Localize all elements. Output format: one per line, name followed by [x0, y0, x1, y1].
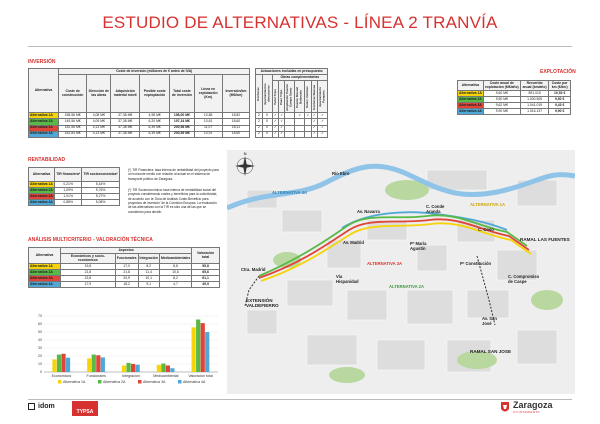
inv-action-cell: ✓: [312, 119, 316, 124]
act-col-6: Soterr. Delicias: [305, 85, 310, 108]
label-ctra-madrid: Ctra. Madrid: [241, 267, 266, 272]
inv-action-cell: ✓: [273, 112, 277, 117]
label-maria-agustin: Pº María Agustín: [410, 241, 427, 251]
exp-value-cell: 891.015: [520, 91, 548, 97]
chart-bar: [192, 327, 196, 372]
inv-action-cell: ✓: [280, 125, 284, 130]
label-alt-3a: ALTERNATIVA 3A: [367, 261, 402, 266]
label-valdefierro: EXTENSIÓN VALDEFIERRO: [246, 298, 279, 308]
inv-action-cell: 0: [262, 119, 272, 125]
mc-alt-cell: Alternativa 1A: [29, 264, 61, 270]
mc-value-cell: 61,1: [192, 276, 220, 282]
inv-value-cell: 6,20 M€: [140, 119, 170, 125]
act-col-1: Aparcamientos disuasorios: [262, 82, 271, 105]
chart-xtick-label: Funcionales: [86, 374, 106, 378]
inv-alt-cell: Alternativa 3A: [29, 125, 59, 131]
svg-text:N: N: [243, 151, 247, 156]
exp-value-cell: 1.041.019: [520, 103, 548, 109]
inv-action-cell: ✓: [312, 131, 316, 136]
exp-value-cell: 9,60 M€: [483, 91, 520, 97]
inv-value-cell: 18,11: [222, 125, 250, 131]
inv-action-cell: ✓: [318, 131, 328, 137]
inv-col-material: Adquisición material móvil: [111, 75, 140, 113]
exp-value-cell: 1.000.505: [520, 97, 548, 103]
inv-value-cell: 4,09 M€: [87, 119, 111, 125]
page-title: ESTUDIO DE ALTERNATIVAS - LÍNEA 2 TRANVÍA: [102, 13, 498, 32]
mc-value-cell: 21,8: [61, 270, 116, 276]
mc-value-cell: 10,1: [138, 276, 159, 282]
chart-bar: [157, 365, 161, 372]
label-conde-aranda: C. Conde Aranda: [426, 204, 445, 214]
rentabilidad-table: [28, 167, 120, 206]
chart-legend-label: Alternativa 3A: [143, 380, 166, 385]
label-c-coso: C. Coso: [478, 227, 494, 232]
inv-action-cell: 0: [262, 125, 272, 131]
inv-value-cell: 37,38 M€: [111, 119, 140, 125]
chart-legend-label: Alternativa 1A: [63, 380, 86, 385]
chart-bar: [87, 358, 91, 372]
exp-alt-cell: Alternativa 3A: [459, 102, 482, 107]
inv-action-cell: 2: [256, 113, 262, 119]
inversion-table: [28, 68, 328, 138]
act-col-8: Aparcamiento Parquinc: [318, 86, 326, 107]
inv-value-cell: 6,39 M€: [140, 131, 170, 137]
chart-bar: [126, 363, 130, 372]
inv-action-cell: 0: [262, 131, 272, 137]
zaragoza-lion-icon: [500, 401, 510, 414]
inv-action-cell: 2: [256, 131, 262, 137]
title-divider: [28, 46, 572, 47]
mc-aspects-group: Aspectos: [61, 248, 192, 254]
typsa-logo: TYPSA: [72, 401, 98, 416]
ren-alt-cell: Alternativa 2A: [30, 187, 53, 192]
label-rio-ebro: Río Ebro: [332, 171, 350, 176]
inv-value-cell: 10,91: [194, 131, 222, 137]
inv-action-cell: 2: [256, 125, 262, 131]
exp-alt-cell: Alternativa 4A: [459, 108, 482, 113]
exp-col-recorrido: Recorrido anual (km/año): [520, 81, 548, 91]
label-compromiso-caspe: C. Compromiso de Caspe: [508, 274, 540, 284]
multicriterio-heading: ANÁLISIS MULTICRITERIO - VALORACIÓN TÉCNICA: [28, 237, 153, 243]
ren-value-cell: 1,01%: [55, 194, 82, 200]
exp-value-cell: 9,90 M€: [483, 109, 520, 115]
inv-col-total: Total coste de inversión: [170, 75, 194, 113]
inv-action-cell: ✓: [318, 125, 328, 131]
exp-col-alt: Alternativa: [458, 81, 484, 91]
act-col-5: Puente Manuel Balanzate: [295, 86, 303, 108]
exp-row: [458, 109, 571, 115]
inv-value-cell: 37,38 M€: [111, 131, 140, 137]
idom-logo: idom: [28, 403, 55, 410]
exp-value-cell: 9,90 €: [549, 109, 571, 115]
inv-action-cell: ✓: [312, 125, 316, 130]
exp-col-coste: Coste anual de explotación (M€/año): [484, 80, 519, 89]
inv-alt-cell: Alternativa 2A: [29, 119, 59, 125]
mc-value-cell: 22,8: [61, 276, 116, 282]
mc-value-cell: 20,9: [115, 276, 138, 282]
label-constitucion: Pº Constitución: [460, 261, 492, 266]
ren-row: [29, 200, 120, 206]
inv-value-cell: 4,13 M€: [87, 125, 111, 131]
multicriterio-table: [28, 247, 220, 288]
inv-action-cell: [285, 131, 295, 137]
mc-alt-cell: Alternativa 4A: [29, 282, 61, 288]
exp-value-cell: 10,53 €: [549, 91, 571, 97]
inv-action-cell: ✓: [280, 119, 284, 124]
chart-legend-swatch: [138, 380, 142, 384]
chart-bar: [122, 365, 126, 372]
mc-value-cell: 8,8: [159, 264, 191, 270]
inv-value-cell: 198,00 M€: [170, 113, 194, 119]
explotacion-table: [457, 80, 571, 115]
inv-value-cell: 152,84 M€: [59, 131, 87, 137]
inv-obras-group: Obras complementarias: [272, 75, 327, 81]
chart-ytick-label: 70: [38, 314, 42, 319]
inv-action-cell: ✓: [273, 125, 277, 130]
inv-value-cell: 158,56 M€: [59, 113, 87, 119]
ren-col-tirs: TIR socioeconómica*: [82, 168, 120, 182]
chart-bar: [101, 357, 105, 372]
inv-value-cell: 200,55 M€: [170, 131, 194, 137]
exp-col-km: Coste por km (€/km): [549, 81, 571, 91]
chart-bar: [161, 364, 165, 372]
chart-ytick-label: 20: [38, 354, 42, 359]
inv-action-cell: ✓: [280, 131, 284, 136]
inv-value-cell: 200,58 M€: [170, 125, 194, 131]
chart-ytick-label: 60: [38, 322, 42, 327]
inv-col-invkm: Inversión/km (M€/km): [222, 75, 250, 113]
chart-bar: [57, 355, 61, 372]
mc-alt-cell: Alternativa 2A: [29, 270, 61, 276]
inv-alt-cell: Alternativa 4A: [29, 131, 59, 137]
inv-col-construccion: Coste de construcción: [59, 75, 87, 113]
inv-action-cell: ✓: [318, 119, 328, 125]
chart-legend-label: Alternativa 4A: [183, 380, 206, 385]
inv-col-direccion: Dirección de las obras: [87, 75, 111, 113]
rentabilidad-note-2: (*) TIR Socioeconómica: tasa interna de rentabilidad social del proyecto considerando costes y beneficios para la colectividad, de acuerdo con la 'Guía de Análisis Coste-Beneficio para proyectos de inversión' de la Comisión Europea. La evaluación de las alternativas con la TIR es sólo una de las que se consideran para decidir.: [128, 188, 218, 214]
inv-value-cell: 18,60: [222, 131, 250, 137]
inversion-heading: INVERSIÓN: [28, 59, 56, 65]
explotacion-heading: EXPLOTACIÓN: [540, 69, 576, 75]
inv-value-cell: 18,60: [222, 119, 250, 125]
inv-value-cell: 4,08 M€: [87, 113, 111, 119]
inv-action-cell: ✓: [273, 131, 277, 136]
mc-value-cell: 11,4: [138, 270, 159, 276]
chart-xtick-label: Medioambiental: [153, 374, 179, 378]
label-alt-1a: ALTERNATIVA 1A: [470, 202, 505, 207]
inv-col-km: Línea en explotación (Km): [194, 75, 222, 113]
chart-ytick-label: 10: [38, 362, 42, 367]
idom-mark-icon: [28, 403, 35, 410]
mc-value-cell: 8,2: [138, 264, 159, 270]
inv-action-cell: ✓: [318, 113, 328, 119]
route-map: [227, 150, 575, 394]
inv-value-cell: 6,39 M€: [140, 125, 170, 131]
chart-legend-swatch: [178, 380, 182, 384]
label-av-madrid: Av. Madrid: [343, 240, 364, 245]
ren-alt-cell: Alternativa 3A: [30, 193, 53, 198]
chart-bar: [52, 359, 56, 372]
label-via-hispanidad: Vía Hispanidad: [336, 274, 359, 284]
exp-value-cell: 9,43 €: [549, 103, 571, 109]
inv-action-cell: ✓: [295, 113, 305, 119]
mc-value-cell: 9,1: [138, 282, 159, 288]
mc-col-alt: Alternativa: [29, 248, 61, 264]
chart-bar: [166, 365, 170, 372]
ren-value-cell: 0,88%: [55, 200, 82, 206]
mc-value-cell: 65,6: [192, 270, 220, 276]
chart-legend-swatch: [98, 380, 102, 384]
inv-value-cell: 10,86: [194, 113, 222, 119]
inv-action-cell: ✓: [280, 112, 284, 117]
chart-bar: [61, 354, 65, 372]
rentabilidad-heading: RENTABILIDAD: [28, 157, 66, 163]
inv-value-cell: 152,55 M€: [59, 125, 87, 131]
chart-bar: [170, 368, 174, 372]
mc-value-cell: 18,2: [115, 282, 138, 288]
mc-col-eco: Económicos y socio-económicos: [61, 254, 116, 264]
inv-action-cell: [295, 131, 305, 137]
inv-value-cell: 11,07: [194, 125, 222, 131]
inv-action-cell: 0: [262, 113, 272, 119]
label-av-navarra: Av. Navarra: [357, 209, 380, 214]
label-alt-2a: ALTERNATIVA 2A: [389, 284, 424, 289]
chart-bar: [196, 320, 200, 372]
label-alt-4a: ALTERNATIVA 4A: [272, 190, 307, 195]
ren-value-cell: 5,08%: [82, 200, 120, 206]
label-ramal-san-jose: RAMAL SAN JOSE: [470, 349, 512, 354]
inv-value-cell: 37,38 M€: [111, 113, 140, 119]
act-col-3: Paso Tripo: [279, 89, 283, 105]
chart-bar: [131, 364, 135, 372]
inv-value-cell: 37,38 M€: [111, 125, 140, 131]
chart-xtick-label: Integración: [122, 374, 140, 378]
mc-row: [29, 282, 220, 288]
exp-value-cell: 1.016.137: [520, 109, 548, 115]
exp-value-cell: 9,62 M€: [483, 103, 520, 109]
act-col-2: Tunel Tripo: [272, 88, 277, 105]
inv-actions-group: Actuaciones incluidas en presupuesto: [256, 69, 328, 75]
exp-value-cell: 9,50 M€: [483, 97, 520, 103]
ren-col-alt: Alternativa: [29, 168, 55, 182]
mc-col-total: Valoración total: [192, 248, 220, 264]
chart-bar: [92, 355, 96, 372]
inv-action-cell: ✓: [273, 119, 277, 124]
chart-xtick-label: Económicos: [51, 374, 72, 378]
ren-alt-cell: Alternativa 4A: [30, 199, 53, 204]
chart-bar: [96, 355, 100, 372]
mc-value-cell: 55,8: [192, 264, 220, 270]
inv-action-cell: ✓: [312, 112, 316, 117]
ren-value-cell: 5,44%: [82, 182, 120, 188]
exp-alt-cell: Alternativa 1A: [459, 90, 482, 95]
chart-legend-swatch: [58, 380, 62, 384]
chart-ytick-label: 40: [38, 338, 42, 343]
ren-value-cell: 1,09%: [55, 188, 82, 194]
rentabilidad-note-1: (*) TIR Financiera: tasa interna de rentabilidad del proyecto para un horizonte medio con relación al actual en el sistema de transporte público de Zaragoza.: [128, 168, 219, 181]
ren-value-cell: 5,76%: [82, 188, 120, 194]
exp-value-cell: 9,50 €: [549, 97, 571, 103]
multicriterio-chart: [28, 312, 224, 394]
act-col-0: Cocheras: [256, 86, 261, 101]
inv-value-cell: 197,34 M€: [170, 119, 194, 125]
inv-action-cell: ✓: [306, 112, 310, 117]
mc-value-cell: 8,2: [159, 276, 191, 282]
inv-action-cell: 2: [256, 119, 262, 125]
exp-alt-cell: Alternativa 2A: [459, 96, 482, 101]
mc-value-cell: 10,6: [159, 270, 191, 276]
mc-value-cell: 17,0: [115, 264, 138, 270]
inv-col-alt: Alternativa: [29, 69, 59, 113]
mc-value-cell: 4,7: [159, 282, 191, 288]
chart-legend-label: Alternativa 2A: [103, 380, 126, 385]
mc-col-med: Medioambientales: [159, 254, 191, 264]
inv-value-cell: 4,98 M€: [140, 113, 170, 119]
chart-bar: [205, 332, 209, 372]
ren-value-cell: 5,27%: [82, 194, 120, 200]
mc-value-cell: 17,9: [61, 282, 116, 288]
mc-col-fun: Funcionales: [115, 254, 138, 264]
mc-value-cell: 21,8: [115, 270, 138, 276]
chart-ytick-label: 50: [38, 330, 42, 335]
inv-value-cell: 4,13 M€: [87, 131, 111, 137]
label-av-san-jose: Av. San José: [482, 316, 497, 326]
inv-value-cell: 18,82: [222, 113, 250, 119]
inv-value-cell: 10,61: [194, 119, 222, 125]
chart-bar: [66, 358, 70, 372]
chart-bar: [201, 323, 205, 372]
chart-ytick-label: 0: [40, 370, 42, 375]
ren-alt-cell: Alternativa 1A: [30, 181, 53, 186]
ren-value-cell: 0,21%: [55, 182, 82, 188]
mc-value-cell: 15,8: [61, 264, 116, 270]
zaragoza-logo: Zaragoza AYUNTAMIENTO: [500, 401, 553, 414]
chart-ytick-label: 30: [38, 346, 42, 351]
inv-alt-cell: Alternativa 1A: [29, 113, 59, 119]
chart-bar: [136, 365, 140, 372]
inv-value-cell: 149,56 M€: [59, 119, 87, 125]
act-col-4: Ampliación Puente Campo Santo: [285, 83, 293, 111]
inv-cost-group: Coste de inversión (millones de € antes de IVA): [59, 69, 250, 75]
inv-col-expropiacion: Posible coste expropiación: [140, 75, 170, 113]
footer-divider: [28, 399, 572, 400]
mc-value-cell: 49,9: [192, 282, 220, 288]
inv-row: [29, 131, 328, 137]
label-ramal-fuentes: RAMAL LAS FUENTES: [520, 237, 570, 242]
act-col-7: Cocheras Nuevas: [311, 84, 316, 110]
chart-xtick-label: Valoración total: [188, 374, 213, 378]
mc-alt-cell: Alternativa 3A: [29, 276, 61, 282]
mc-col-int: Integración: [138, 254, 159, 264]
ren-col-tirf: TIR financiera*: [55, 168, 82, 182]
